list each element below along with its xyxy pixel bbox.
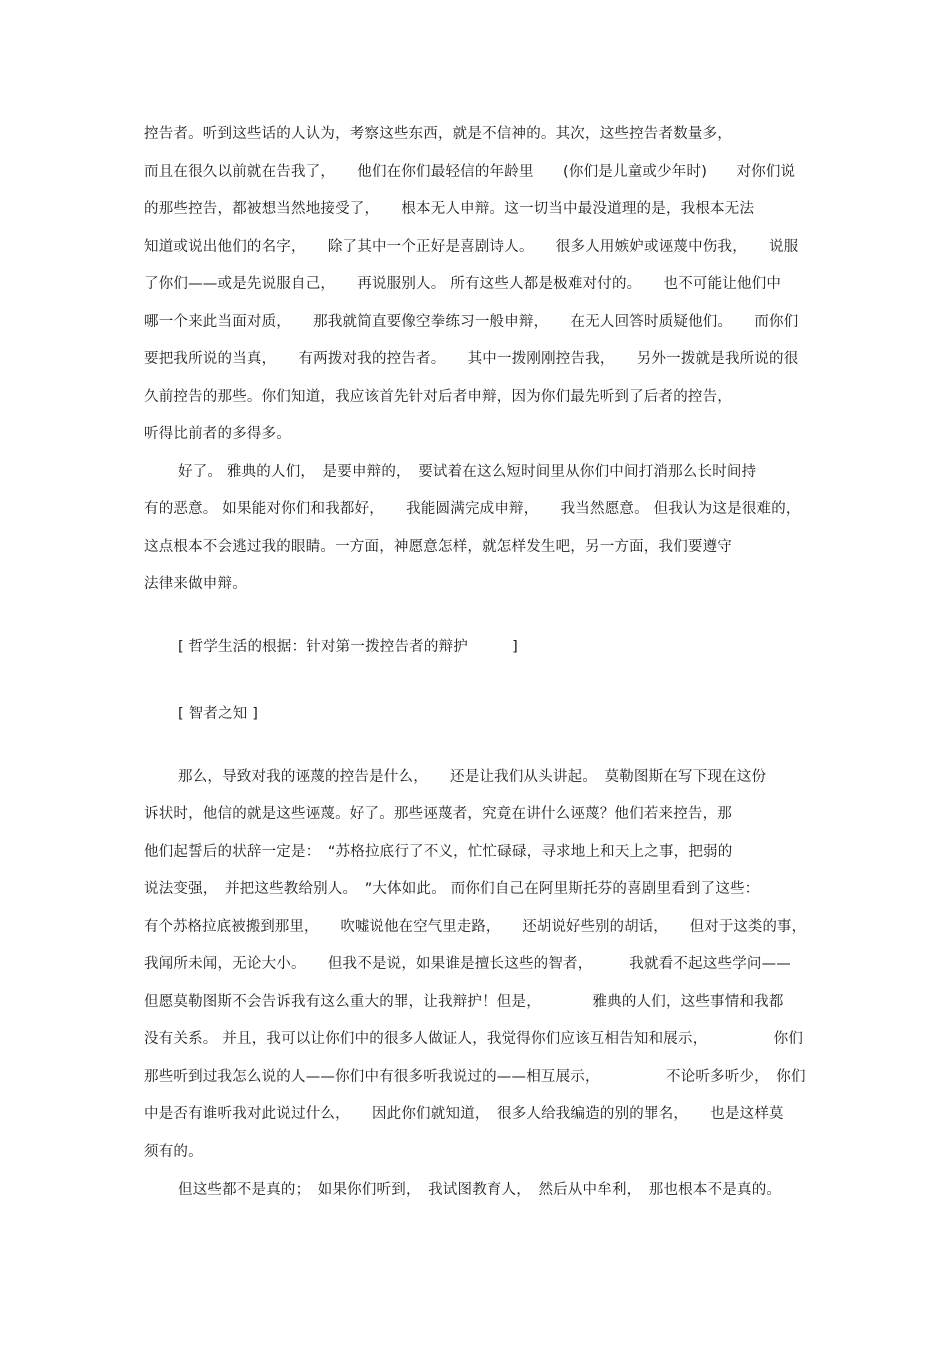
- text-line: 久前控告的那些。你们知道，我应该首先针对后者申辩，因为你们最先听到了后者的控告，: [144, 389, 732, 405]
- text-line: 法律来做申辩。: [144, 576, 247, 592]
- text-line: 须有的。: [144, 1144, 203, 1160]
- text-line: 他们起誓后的状辞一定是： “苏格拉底行了不义，忙忙碌碌，寻求地上和天上之事，把弱的: [144, 844, 733, 860]
- text-line: 而且在很久以前就在告我了， 他们在你们最轻信的年龄里 (你们是儿童或少年时) 对你们说: [144, 164, 796, 180]
- text-line: 但愿莫勒图斯不会告诉我有这么重大的罪，让我辩护！但是， 雅典的人们，这些事情和我都: [144, 994, 784, 1010]
- section-heading: [ 哲学生活的根据：针对第一拨控告者的辩护 ]: [178, 639, 518, 655]
- paragraph-first-line: 但这些都不是真的； 如果你们听到， 我试图教育人， 然后从中牟利， 那也根本不是真的。: [178, 1182, 782, 1198]
- text-line: 诉状时，他信的就是这些诬蔑。好了。那些诬蔑者，究竟在讲什么诬蔑？他们若来控告，那: [144, 806, 732, 822]
- text-line: 哪一个来此当面对质， 那我就简直要像空拳练习一般申辩， 在无人回答时质疑他们。 而你们: [144, 314, 799, 330]
- text-line: 要把我所说的当真， 有两拨对我的控告者。 其中一拨刚刚控告我， 另外一拨就是我所说的很: [144, 351, 799, 367]
- text-line: 中是否有谁听我对此说过什么， 因此你们就知道， 很多人给我编造的别的罪名， 也是这样莫: [144, 1106, 784, 1122]
- subsection-heading: [ 智者之知 ]: [178, 706, 259, 722]
- text-line: 那些听到过我怎么说的人——你们中有很多听我说过的——相互展示， 不论听多听少， 你们: [144, 1069, 806, 1085]
- paragraph-first-line: 那么，导致对我的诬蔑的控告是什么， 还是让我们从头讲起。 莫勒图斯在写下现在这份: [178, 769, 767, 785]
- text-line: 说法变强， 并把这些教给别人。 ”大体如此。 而你们自己在阿里斯托芬的喜剧里看到了这些：: [144, 881, 760, 897]
- paragraph-first-line: 好了。 雅典的人们， 是要申辩的， 要试着在这么短时间里从你们中间打消那么长时间持: [178, 464, 757, 480]
- text-line: 控告者。听到这些话的人认为，考察这些东西，就是不信神的。其次，这些控告者数量多，: [144, 126, 732, 142]
- text-line: 知道或说出他们的名字， 除了其中一个正好是喜剧诗人。 很多人用嫉妒或诬蔑中伤我， 说服: [144, 239, 799, 255]
- text-line: 有个苏格拉底被搬到那里， 吹嘘说他在空气里走路， 还胡说好些别的胡话， 但对于这类的事，: [144, 919, 807, 935]
- text-line: 我闻所未闻，无论大小。 但我不是说，如果谁是擅长这些的智者， 我就看不起这些学问——: [144, 956, 791, 972]
- text-line: 了你们——或是先说服自己， 再说服别人。 所有这些人都是极难对付的。 也不可能让他们中: [144, 276, 782, 292]
- text-line: 没有关系。 并且，我可以让你们中的很多人做证人，我觉得你们应该互相告知和展示， 你们: [144, 1031, 804, 1047]
- text-line: 的那些控告，都被想当然地接受了， 根本无人申辩。这一切当中最没道理的是，我根本无法: [144, 201, 755, 217]
- text-line: 这点根本不会逃过我的眼睛。一方面，神愿意怎样，就怎样发生吧，另一方面，我们要遵守: [144, 539, 732, 555]
- text-line: 有的恶意。 如果能对你们和我都好， 我能圆满完成申辩， 我当然愿意。 但我认为这是很难的，: [144, 501, 801, 517]
- text-line: 听得比前者的多得多。: [144, 426, 291, 442]
